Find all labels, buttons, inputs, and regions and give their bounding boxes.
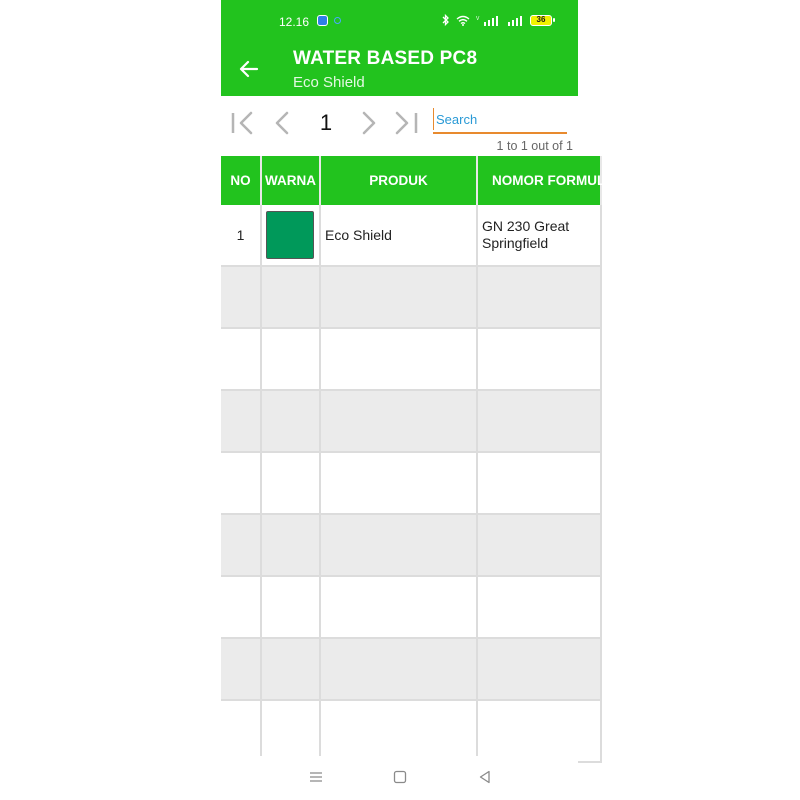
wifi-icon [456, 15, 470, 26]
status-icons [442, 14, 552, 26]
color-swatch [266, 211, 314, 259]
menu-icon[interactable] [309, 770, 323, 784]
arrow-left-icon[interactable] [237, 57, 261, 81]
signal-icon [476, 15, 502, 26]
empty-cell [261, 638, 320, 700]
system-nav-bar [221, 756, 578, 800]
empty-cell [477, 328, 601, 390]
empty-cell [477, 576, 601, 638]
cell-produk: Eco Shield [320, 205, 477, 266]
result-range: 1 to 1 out of 1 [496, 139, 573, 153]
empty-cell [320, 390, 477, 452]
battery-icon: 36 [530, 15, 552, 26]
empty-cell [477, 266, 601, 328]
current-page-number: 1 [319, 110, 333, 135]
table-row-empty[interactable] [221, 266, 601, 328]
table-row[interactable] [221, 205, 601, 266]
empty-cell [221, 266, 261, 328]
search-input[interactable] [433, 108, 567, 130]
data-table [221, 156, 615, 763]
phone-screen [221, 0, 615, 800]
page-subtitle: Eco Shield [293, 74, 365, 91]
empty-cell [320, 638, 477, 700]
last-page-icon[interactable] [391, 108, 421, 138]
column-header-warna[interactable]: WARNA [261, 156, 320, 205]
table-row-empty[interactable] [221, 700, 601, 762]
table-body [221, 205, 601, 762]
first-page-icon[interactable] [229, 108, 259, 138]
empty-cell [320, 266, 477, 328]
pagination-bar [221, 96, 578, 156]
data-table-container[interactable] [221, 156, 615, 756]
column-header-produk[interactable]: PRODUK [320, 156, 477, 205]
app-notification-icon [317, 15, 328, 26]
table-header-row [221, 156, 601, 205]
cell-no: 1 [221, 205, 261, 266]
cell-warna [261, 205, 320, 266]
empty-cell [221, 576, 261, 638]
small-notification-icon [334, 17, 341, 24]
column-header-nomor-formula[interactable]: NOMOR FORMULA [477, 156, 601, 205]
table-row-empty[interactable] [221, 638, 601, 700]
back-triangle-icon[interactable] [478, 770, 492, 784]
next-page-icon[interactable] [353, 108, 383, 138]
empty-cell [320, 700, 477, 762]
table-row-empty[interactable] [221, 328, 601, 390]
column-header-no[interactable]: NO [221, 156, 261, 205]
empty-cell [261, 452, 320, 514]
status-bar [221, 0, 578, 42]
empty-cell [261, 266, 320, 328]
empty-cell [221, 328, 261, 390]
empty-cell [221, 452, 261, 514]
empty-cell [477, 452, 601, 514]
empty-cell [221, 390, 261, 452]
bluetooth-icon [442, 14, 450, 26]
svg-text:V: V [476, 15, 480, 22]
empty-cell [477, 700, 601, 762]
empty-cell [477, 638, 601, 700]
empty-cell [261, 328, 320, 390]
empty-cell [477, 390, 601, 452]
empty-cell [261, 700, 320, 762]
cell-nomor-formula: GN 230 Great Springfield [477, 205, 601, 266]
empty-cell [320, 514, 477, 576]
empty-cell [477, 514, 601, 576]
empty-cell [261, 576, 320, 638]
app-bar [221, 42, 578, 96]
empty-cell [221, 638, 261, 700]
signal-icon [508, 15, 524, 26]
empty-cell [320, 328, 477, 390]
empty-cell [261, 390, 320, 452]
status-time: 12.16 [279, 15, 310, 29]
empty-cell [320, 452, 477, 514]
page-title: WATER BASED PC8 [293, 48, 478, 69]
table-row-empty[interactable] [221, 452, 601, 514]
empty-cell [221, 700, 261, 762]
table-row-empty[interactable] [221, 576, 601, 638]
empty-cell [261, 514, 320, 576]
home-square-icon[interactable] [393, 770, 407, 784]
search-field[interactable] [433, 108, 567, 134]
empty-cell [221, 514, 261, 576]
table-row-empty[interactable] [221, 514, 601, 576]
table-row-empty[interactable] [221, 390, 601, 452]
empty-cell [320, 576, 477, 638]
previous-page-icon[interactable] [268, 108, 298, 138]
